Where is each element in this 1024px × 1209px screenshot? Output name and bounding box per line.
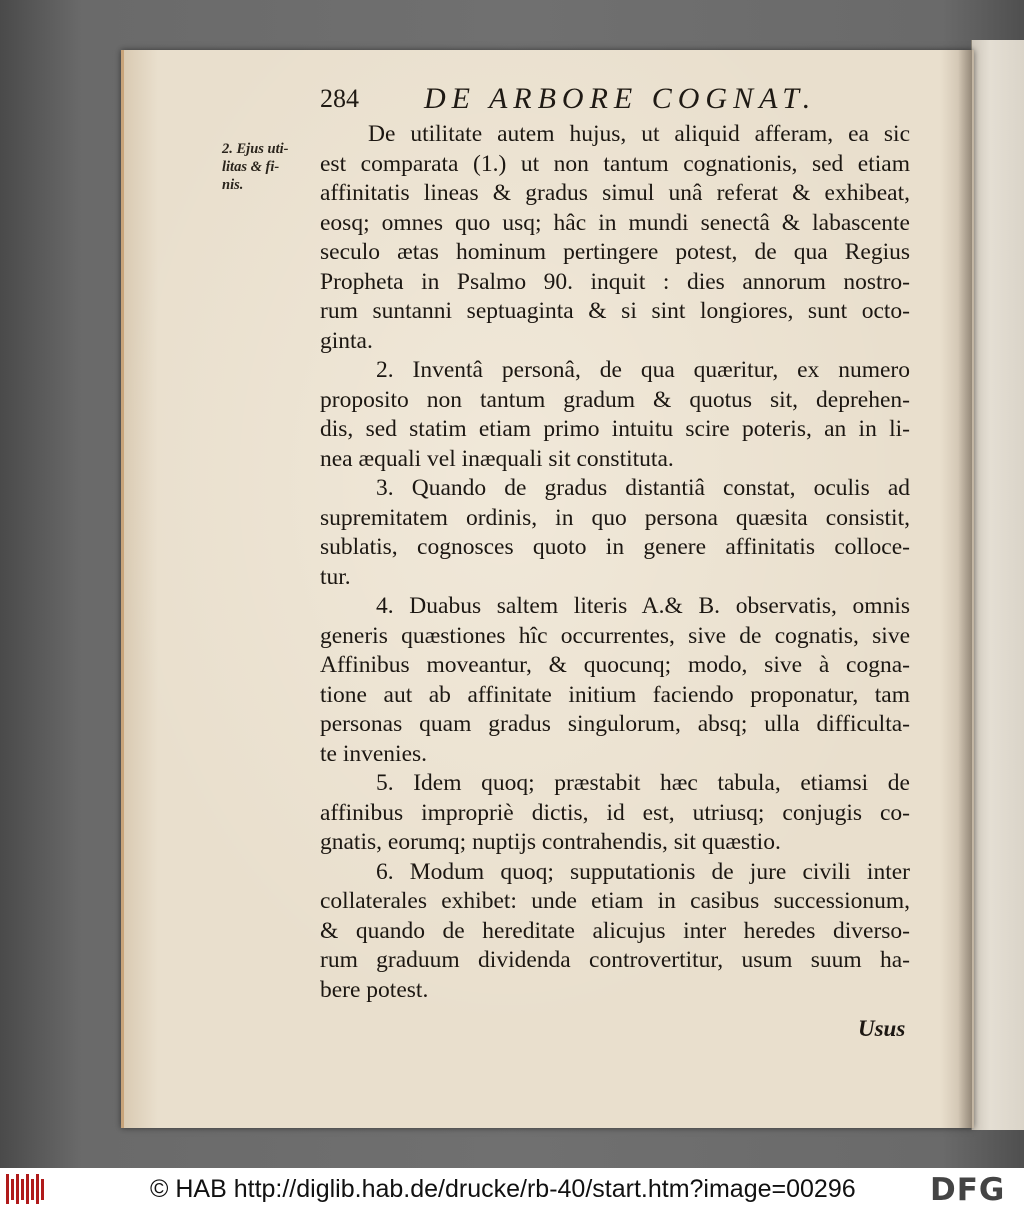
margin-note-line: 2. Ejus uti- xyxy=(222,141,289,157)
text-line: bere potest. xyxy=(320,976,429,1003)
text-line: personas quam gradus singulorum, absq; ulla difficulta- xyxy=(320,711,910,737)
text-line: & quando de hereditate alicujus inter heredes diverso- xyxy=(320,917,910,944)
margin-note-line: nis. xyxy=(222,177,244,193)
text-line: Propheta in Psalmo 90. inquit : dies annorum nostro- xyxy=(320,268,910,295)
hab-logo-icon xyxy=(6,1174,44,1204)
text-line: tione aut ab affinitate initium faciendo proponatur, tam xyxy=(320,681,910,708)
margin-note xyxy=(222,140,312,194)
text-line: tur. xyxy=(320,563,351,590)
facing-page-edge xyxy=(971,40,1024,1130)
text-line: 5. Idem quoq; præstabit hæc tabula, etiamsi de xyxy=(376,770,910,796)
text-line: 4. Duabus saltem literis A.& B. observatis, omnis xyxy=(376,593,910,619)
spine-shadow xyxy=(958,50,972,1128)
footer-bar xyxy=(0,1168,1024,1209)
text-line: generis quæstiones hîc occurrentes, sive de cognatis, sive xyxy=(320,622,910,649)
text-line: 3. Quando de gradus distantiâ constat, oculis ad xyxy=(376,475,910,501)
text-line: ginta. xyxy=(320,327,373,354)
running-title: DE ARBORE COGNAT. xyxy=(424,82,817,115)
text-line: affinibus impropriè dictis, id est, utriusq; conjugis co- xyxy=(320,799,910,826)
text-line: 2. Inventâ personâ, de qua quæritur, ex numero xyxy=(376,357,910,383)
text-line: rum graduum dividenda controvertitur, usum suum ha- xyxy=(320,947,910,973)
text-line: nea æquali vel inæquali sit constituta. xyxy=(320,445,674,472)
dfg-logo: DFG xyxy=(930,1172,1006,1208)
catchword: Usus xyxy=(858,1016,906,1041)
text-line: De utilitate autem hujus, ut aliquid afferam, ea sic xyxy=(368,121,910,147)
text-line: 6. Modum quoq; supputationis de jure civili inter xyxy=(376,858,910,885)
body-text xyxy=(320,120,910,1005)
text-line: te invenies. xyxy=(320,740,428,767)
page-number: 284 xyxy=(320,84,359,113)
text-line: eosq; omnes quo usq; hâc in mundi senectâ & labascente xyxy=(320,209,910,236)
text-line: affinitatis lineas & gradus simul unâ referat & exhibeat, xyxy=(320,180,910,206)
text-line: supremitatem ordinis, in quo persona quæsita consistit, xyxy=(320,504,910,531)
text-line: Affinibus moveantur, & quocunq; modo, sive à cogna- xyxy=(320,652,910,678)
margin-note-line: litas & fi- xyxy=(222,159,280,175)
text-line: gnatis, eorumq; nuptijs contrahendis, sit quæstio. xyxy=(320,829,781,855)
text-line: proposito non tantum gradum & quotus sit, deprehen- xyxy=(320,386,910,413)
copyright-url[interactable]: © HAB http://diglib.hab.de/drucke/rb-40/start.htm?image=00296 xyxy=(150,1175,856,1203)
text-line: rum suntanni septuaginta & si sint longiores, sunt octo- xyxy=(320,298,910,324)
text-line: est comparata (1.) ut non tantum cognationis, sed etiam xyxy=(320,150,910,177)
text-line: collaterales exhibet: unde etiam in casibus successionum, xyxy=(320,888,910,914)
text-line: sublatis, cognosces quoto in genere affinitatis colloce- xyxy=(320,534,910,560)
text-line: dis, sed statim etiam primo intuitu scire poteris, an in li- xyxy=(320,416,910,442)
text-line: seculo ætas hominum pertingere potest, de qua Regius xyxy=(320,239,910,265)
